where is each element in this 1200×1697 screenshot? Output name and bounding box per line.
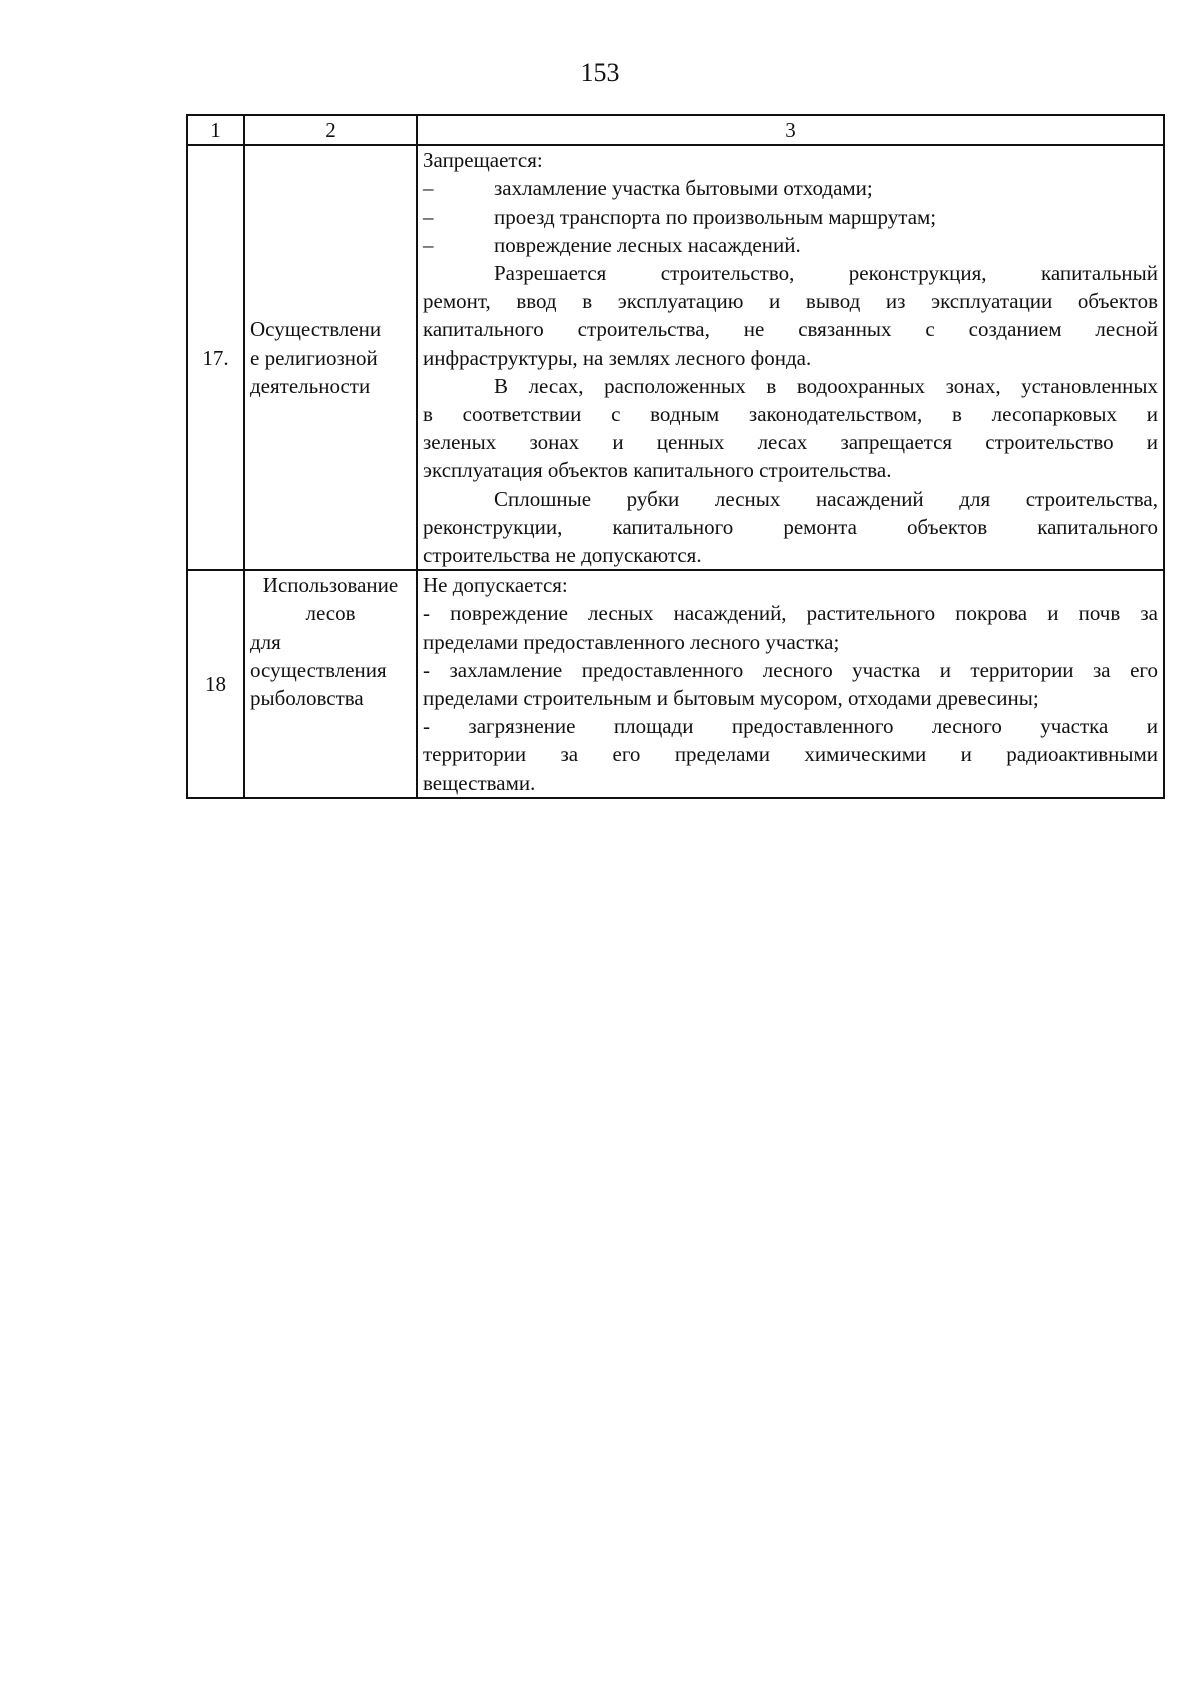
list-item-line: территории за его пределами химическими и радиоактивными [423, 742, 1158, 767]
header-col-1: 1 [187, 115, 244, 145]
activity-name-line: рыболовства [250, 686, 364, 711]
paragraph-clear-cutting [423, 485, 1158, 570]
paragraph-line: капитального строительства, не связанных с созданием лесной [423, 317, 1158, 342]
list-item [423, 231, 1158, 259]
dash-marker: – [423, 176, 434, 201]
table-row [187, 570, 1164, 798]
list-item [423, 203, 1158, 231]
row-number: 18 [187, 570, 244, 798]
activity-name-line: Использование [262, 573, 399, 598]
header-col-3: 3 [417, 115, 1164, 145]
paragraph-line: инфраструктуры, на землях лесного фонда. [423, 345, 812, 370]
activity-name-line: осуществления [250, 657, 387, 682]
list-item-text: проезд транспорта по произвольным маршрутам; [494, 204, 937, 229]
list-item-line: веществами. [423, 770, 536, 795]
list-item [423, 656, 1158, 712]
table-header-row [187, 115, 1164, 145]
paragraph-protected-zones [423, 372, 1158, 485]
paragraph-line: Сплошные рубки лесных насаждений для строительства, [494, 486, 1158, 511]
activity-name-line: лесов [305, 601, 356, 626]
paragraph-line: строительства не допускаются. [423, 543, 702, 568]
list-item-line: - захламление предоставленного лесного участка и территории за его [423, 657, 1158, 682]
list-item [423, 712, 1158, 797]
rules-cell [417, 145, 1164, 570]
rules-intro: Запрещается: [423, 148, 543, 173]
list-item-line: - повреждение лесных насаждений, растительного покрова и почв за [423, 601, 1158, 626]
regulation-table [186, 114, 1165, 799]
paragraph-permissions [423, 259, 1158, 372]
page-number: 153 [580, 58, 620, 87]
list-item-text: повреждение лесных насаждений. [494, 232, 801, 257]
list-item-line: пределами предоставленного лесного участка; [423, 629, 840, 654]
list-item-line: пределами строительным и бытовым мусором, отходами древесины; [423, 686, 1039, 711]
table-row [187, 145, 1164, 570]
paragraph-line: Разрешается строительство, реконструкция, капитальный [494, 261, 1158, 286]
header-col-2: 2 [244, 115, 417, 145]
list-item-text: захламление участка бытовыми отходами; [494, 176, 873, 201]
activity-name-line: е религиозной [250, 345, 378, 370]
list-item [423, 599, 1158, 655]
activity-name [244, 145, 417, 570]
list-item [423, 174, 1158, 202]
rules-cell [417, 570, 1164, 798]
paragraph-line: ремонт, ввод в эксплуатацию и вывод из эксплуатации объектов [423, 289, 1158, 314]
activity-name-line: для [250, 629, 281, 654]
paragraph-line: эксплуатация объектов капитального строительства. [423, 458, 892, 483]
dash-marker: – [423, 204, 434, 229]
paragraph-line: В лесах, расположенных в водоохранных зонах, установленных [494, 373, 1158, 398]
rules-intro: Не допускается: [423, 573, 568, 598]
activity-name-line: Осуществлени [250, 317, 382, 342]
activity-name [244, 570, 417, 798]
paragraph-line: в соответствии с водным законодательством, в лесопарковых и [423, 402, 1158, 427]
paragraph-line: реконструкции, капитального ремонта объектов капитального [423, 514, 1158, 539]
list-item-line: - загрязнение площади предоставленного лесного участка и [423, 714, 1158, 739]
activity-name-line: деятельности [250, 373, 371, 398]
row-number: 17. [187, 145, 244, 570]
dash-marker: – [423, 232, 434, 257]
paragraph-line: зеленых зонах и ценных лесах запрещается строительство и [423, 430, 1158, 455]
